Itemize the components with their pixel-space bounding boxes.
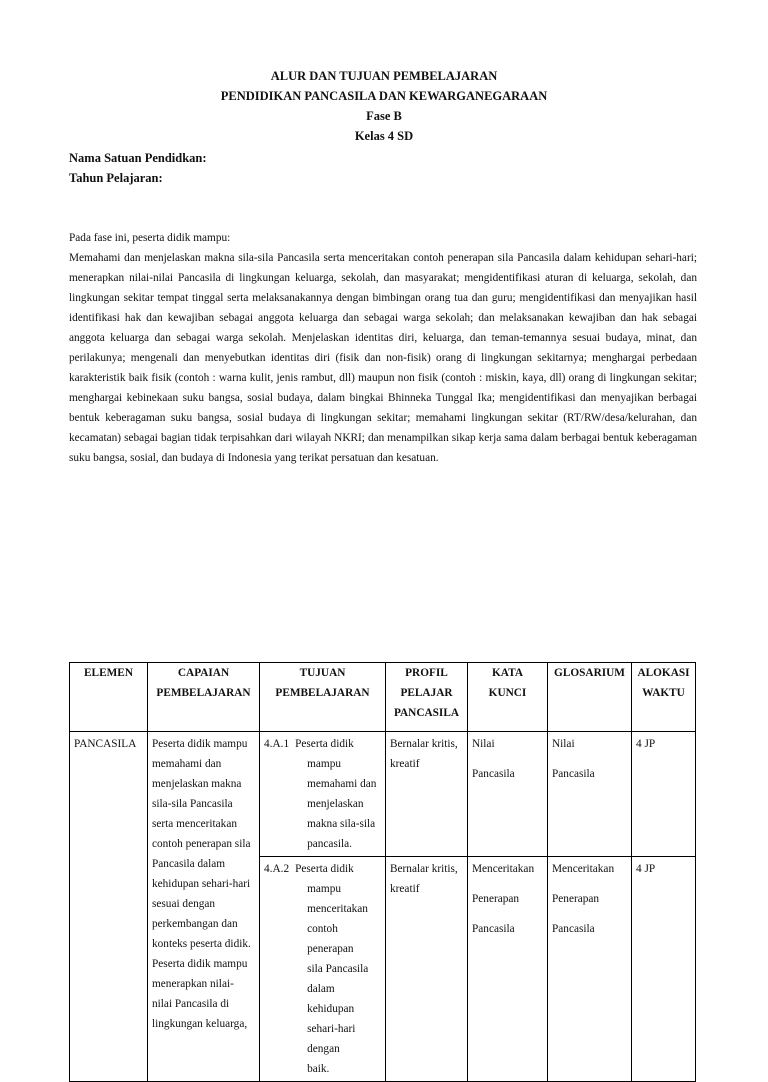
school-name-label: Nama Satuan Pendidkan: — [69, 151, 207, 165]
kata-kunci-cell — [468, 732, 548, 857]
header-alokasi: ALOKASI WAKTU — [632, 663, 696, 732]
capaian-line: memahami dan — [152, 758, 222, 770]
glosarium-cell — [548, 857, 632, 1082]
document-header — [0, 66, 768, 146]
intro-lead: Pada fase ini, peserta didik mampu: — [69, 232, 231, 244]
cell-line: Menceritakan — [472, 863, 535, 875]
cell-line: baik. — [307, 1063, 330, 1075]
tp-number: 4.A.1 — [264, 738, 290, 750]
doc-subject: PENDIDIKAN PANCASILA DAN KEWARGANEGARAAN — [220, 89, 548, 103]
cell-line: Penerapan — [552, 893, 600, 905]
table-header-row — [70, 663, 696, 732]
cell-line: Penerapan — [472, 893, 520, 905]
cell-line: mampu — [307, 758, 341, 770]
cell-line: Bernalar kritis, — [390, 863, 458, 875]
document-meta — [69, 148, 207, 188]
cell-line: Nilai — [472, 738, 495, 750]
kata-kunci-cell — [468, 857, 548, 1082]
cell-line: menjelaskan — [307, 798, 364, 810]
capaian-line: Pancasila dalam — [152, 858, 226, 870]
profil-cell — [386, 732, 468, 857]
header-capaian: CAPAIAN PEMBELAJARAN — [148, 663, 260, 732]
school-year-label: Tahun Pelajaran: — [69, 171, 163, 185]
cell-line: makna sila-sila — [307, 818, 376, 830]
cell-line: Pancasila — [552, 923, 595, 935]
cell-line: dalam kehidupan — [307, 983, 355, 1015]
cell-line: Pancasila — [552, 768, 595, 780]
header-profil: PROFIL PELAJAR PANCASILA — [386, 663, 468, 732]
cell-line: Pancasila — [472, 768, 515, 780]
cell-line: sila Pancasila — [307, 963, 369, 975]
capaian-line: Peserta didik mampu — [152, 738, 248, 750]
header-tujuan: TUJUAN PEMBELAJARAN — [260, 663, 386, 732]
capaian-line: nilai Pancasila di — [152, 998, 230, 1010]
cell-line: mampu — [307, 883, 341, 895]
doc-class: Kelas 4 SD — [354, 129, 414, 143]
header-glosarium: GLOSARIUM — [548, 663, 632, 732]
capaian-line: konteks peserta didik. — [152, 938, 251, 950]
tp-number: 4.A.2 — [264, 863, 290, 875]
intro-body: Memahami dan menjelaskan makna sila-sila Pancasila serta menceritakan contoh penerapan sila Pancasila dalam kehidupan sehari-hari; menerapkan nilai-nilai Pancasila di lingkungan keluarga, sekolah, dan masyarakat; mengidentifikasi aturan di keluarga, sekolah, dan lingkungan sekitar tempat tinggal serta melaksanakannya dengan bimbingan orang tua dan guru; mengidentifikasi dan menyajikan hasil identifikasi hak dan kewajiban sebagai anggota keluarga dan sebagai warga sekolah; dan melaksanakan kewajiban dan hak sebagai anggota keluarga dan sebagai warga sekolah. Menjelaskan identitas diri, keluarga, dan teman-temannya sesuai budaya, minat, dan perilakunya; mengenali dan menyebutkan identitas diri (fisik dan non-fisik) orang di lingkungan sekitarnya; menghargai perbedaan karakteristik baik fisik (contoh : warna kulit, jenis rambut, dll) maupun non fisik (contoh : miskin, kaya, dll) orang di lingkungan sekitar; menghargai kebinekaan suku bangsa, sosial budaya, dalam bingkai Bhinneka Tunggal Ika; mengidentifikasi dan menyajikan berbagai bentuk keberagaman suku bangsa, sosial budaya di lingkungan sekitar; memahami lingkungan sekitar (RT/RW/desa/kelurahan, dan kecamatan) sebagai bagian tidak terpisahkan dari wilayah NKRI; dan menampilkan sikap kerja sama dalam berbagai bentuk keberagaman suku bangsa, sosial, dan budaya di Indonesia yang terikat persatuan dan kesatuan. — [69, 252, 697, 464]
cell-line: Bernalar kritis, — [390, 738, 458, 750]
capaian-line: lingkungan keluarga, — [152, 1018, 248, 1030]
header-elemen: ELEMEN — [70, 663, 148, 732]
glosarium-cell — [548, 732, 632, 857]
header-kata-kunci: KATA KUNCI — [468, 663, 548, 732]
tujuan-cell — [260, 857, 386, 1082]
capaian-line: sila-sila Pancasila — [152, 798, 233, 810]
capaian-line: menjelaskan makna — [152, 778, 242, 790]
capaian-line: perkembangan dan — [152, 918, 238, 930]
capaian-line: contoh penerapan sila — [152, 838, 251, 850]
elemen-cell: PANCASILA — [70, 732, 148, 1082]
cell-line: Menceritakan — [552, 863, 615, 875]
alokasi-cell: 4 JP — [632, 857, 696, 1082]
intro-section — [69, 228, 697, 468]
capaian-cell — [148, 732, 260, 1082]
cell-line: kreatif — [390, 883, 420, 895]
capaian-line: kehidupan sehari-hari — [152, 878, 251, 890]
alokasi-cell: 4 JP — [632, 732, 696, 857]
capaian-line: serta menceritakan — [152, 818, 237, 830]
cell-line: Nilai — [552, 738, 575, 750]
tp-text — [289, 859, 381, 1079]
doc-phase: Fase B — [366, 109, 402, 123]
capaian-line: menerapkan nilai- — [152, 978, 234, 990]
cell-line: contoh penerapan — [307, 923, 354, 955]
learning-objectives-table — [69, 662, 696, 1082]
doc-title: ALUR DAN TUJUAN PEMBELAJARAN — [270, 69, 498, 83]
profil-cell — [386, 857, 468, 1082]
cell-line: pancasila. — [307, 838, 352, 850]
cell-line: Peserta didik — [295, 738, 354, 750]
cell-line: memahami dan — [307, 778, 377, 790]
table-row — [70, 732, 696, 857]
capaian-line: Peserta didik mampu — [152, 958, 248, 970]
capaian-line: sesuai dengan — [152, 898, 216, 910]
cell-line: Peserta didik — [295, 863, 354, 875]
cell-line: kreatif — [390, 758, 420, 770]
cell-line: menceritakan — [307, 903, 368, 915]
tujuan-cell — [260, 732, 386, 857]
cell-line: sehari-hari dengan — [307, 1023, 356, 1055]
tp-text — [289, 734, 376, 854]
cell-line: Pancasila — [472, 923, 515, 935]
